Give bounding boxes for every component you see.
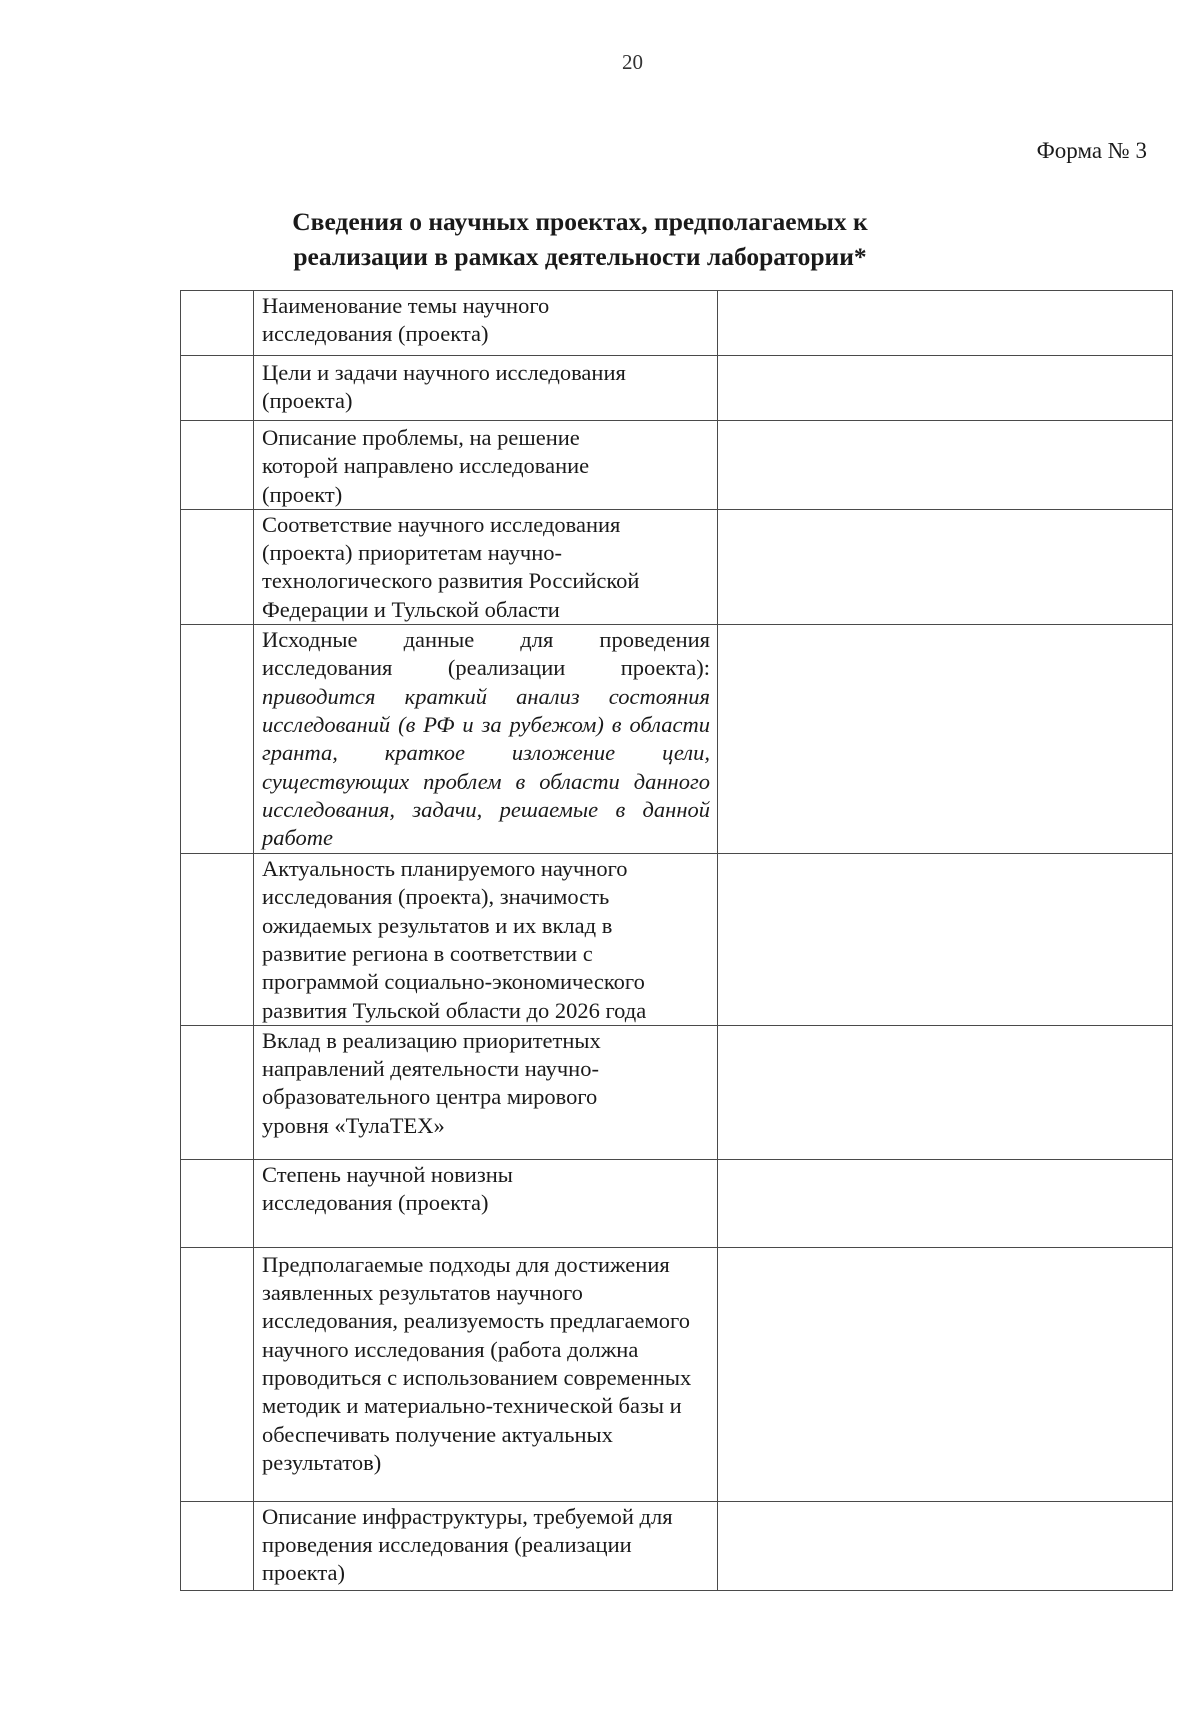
row-label-cell: [254, 1247, 718, 1501]
row-label-lead: Исходные данные для проведения исследования (реализации проекта):: [262, 627, 710, 681]
row-number-cell: [181, 625, 254, 854]
row-label-cell: [254, 291, 718, 356]
row-label-italic-note: приводится краткий анализ состояния исследований (в РФ и за рубежом) в области гранта, краткое изложение цели, существующих проблем в области данного исследования, задачи, решаемые в данной работе: [262, 683, 710, 851]
row-label-cell: [254, 1025, 718, 1159]
table-row: [181, 356, 1173, 421]
table-row: [181, 291, 1173, 356]
row-label: Цели и задачи научного исследования (проекта): [262, 360, 626, 414]
table-row: [181, 1159, 1173, 1247]
row-label: Описание проблемы, на решение которой направлено исследование (проект): [262, 425, 590, 507]
table-row: [181, 421, 1173, 510]
row-label-cell: [254, 625, 718, 854]
row-value-cell[interactable]: [718, 625, 1173, 854]
table-row: [181, 854, 1173, 1026]
row-label: Актуальность планируемого научного исследования (проекта), значимость ожидаемых результатов и их вклад в развитие региона в соответствии с программой социально-экономического развития Тульской области до 2026 года: [262, 856, 647, 1023]
row-number-cell: [181, 1025, 254, 1159]
row-value-cell[interactable]: [718, 1501, 1173, 1590]
row-number-cell: [181, 854, 254, 1026]
page-title: [180, 204, 980, 274]
row-label-cell: [254, 1159, 718, 1247]
table-row: [181, 1501, 1173, 1590]
row-label-cell: [254, 356, 718, 421]
table-row: [181, 1025, 1173, 1159]
title-line-2: реализации в рамках деятельности лаборатории*: [293, 242, 867, 271]
table-row: [181, 509, 1173, 624]
page-number: 20: [622, 50, 643, 74]
row-label-cell: [254, 421, 718, 510]
row-label-cell: [254, 1501, 718, 1590]
row-label: Предполагаемые подходы для достижения заявленных результатов научного исследования, реализуемость предлагаемого научного исследования (работа должна проводиться с использованием современных методик и материально-технической базы и обеспечивать получение актуальных результатов): [262, 1251, 692, 1475]
row-value-cell[interactable]: [718, 356, 1173, 421]
row-value-cell[interactable]: [718, 854, 1173, 1026]
row-label-cell: [254, 854, 718, 1026]
row-value-cell[interactable]: [718, 421, 1173, 510]
row-label: Описание инфраструктуры, требуемой для проведения исследования (реализации проекта): [262, 1503, 673, 1586]
row-label: Наименование темы научного исследования (проекта): [262, 293, 550, 347]
row-value-cell[interactable]: [718, 291, 1173, 356]
row-label-cell: [254, 509, 718, 624]
row-value-cell[interactable]: [718, 1247, 1173, 1501]
title-line-1: Сведения о научных проектах, предполагаемых к: [292, 207, 868, 236]
form-label: Форма № 3: [1036, 138, 1147, 163]
row-label: Вклад в реализацию приоритетных направлений деятельности научно-образовательного центра мирового уровня «ТулаТЕХ»: [262, 1027, 601, 1138]
row-number-cell: [181, 421, 254, 510]
row-label: Степень научной новизны исследования (проекта): [262, 1161, 513, 1216]
row-number-cell: [181, 1501, 254, 1590]
row-number-cell: [181, 1247, 254, 1501]
row-value-cell[interactable]: [718, 1159, 1173, 1247]
row-value-cell[interactable]: [718, 1025, 1173, 1159]
row-label: Соответствие научного исследования (проекта) приоритетам научно-технологического развития Российской Федерации и Тульской области: [262, 511, 640, 622]
row-number-cell: [181, 291, 254, 356]
row-number-cell: [181, 509, 254, 624]
table-row: [181, 1247, 1173, 1501]
project-info-table: [180, 290, 1173, 1591]
table-row: [181, 625, 1173, 854]
row-number-cell: [181, 356, 254, 421]
row-number-cell: [181, 1159, 254, 1247]
row-value-cell[interactable]: [718, 509, 1173, 624]
